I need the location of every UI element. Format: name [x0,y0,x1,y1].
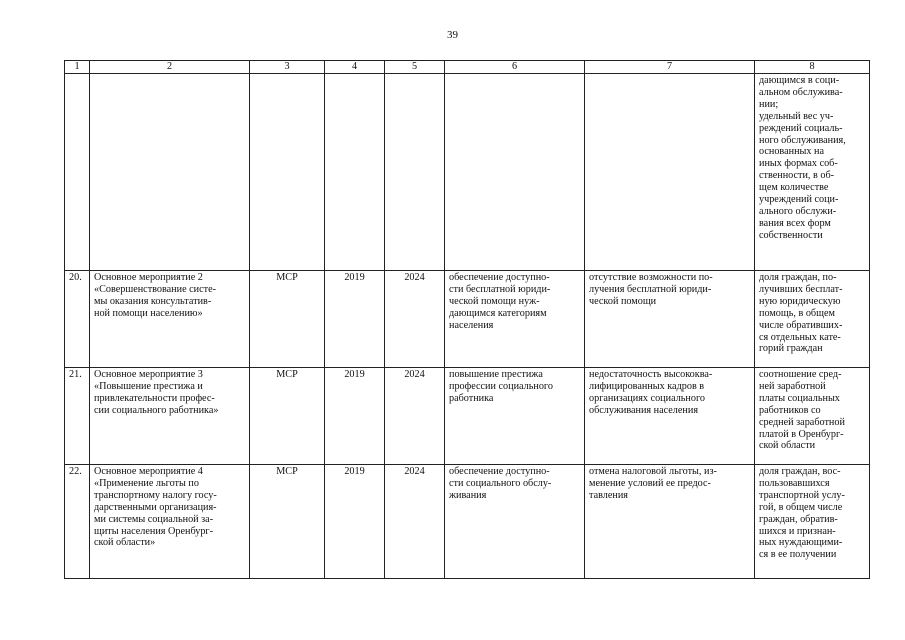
column-numbers-row [65,61,870,74]
result-cell: повышение престижа профессии социального работника [445,368,585,465]
table-row [65,465,870,579]
column-number: 1 [65,61,90,74]
column-number: 5 [385,61,445,74]
start-year-cell: 2019 [325,271,385,368]
row-number: 22. [65,465,90,579]
indicator-cell [755,74,870,271]
risk-cell: отсутствие возможности по- лучения бесплатной юриди- ческой помощи [585,271,755,368]
row-number: 20. [65,271,90,368]
column-number: 6 [445,61,585,74]
column-number: 3 [250,61,325,74]
continuation-row [65,74,870,271]
page-number: 39 [447,29,458,41]
indicator-cell: доля граждан, вос- пользовавшихся транспортной услу- гой, в общем числе граждан, обратив- шихся и признан- ных нуждающими- ся в ее получении [755,465,870,579]
risk-cell: отмена налоговой льготы, из- менение условий ее предос- тавления [585,465,755,579]
column-number: 8 [755,61,870,74]
indicator-text: дающимся в соци- альном обслужива- нии; удельный вес уч- реждений социаль- ного обслуживания, основанных на иных формах соб- ственности, в об- щем количестве учреждений соци- ального обслужи- вания всех форм собственности [759,75,846,241]
indicator-cell: доля граждан, по- лучивших бесплат- ную юридическую помощь, в общем числе обративших- ся отдельных кате- горий граждан [755,271,870,368]
end-year-cell: 2024 [385,465,445,579]
start-year-cell: 2019 [325,465,385,579]
event-cell: Основное мероприятие 3 «Повышение престижа и привлекательности профес- сии социального работника» [90,368,250,465]
end-year-cell: 2024 [385,368,445,465]
indicator-cell: соотношение сред- ней заработной платы социальных работников со средней заработной платой в Оренбург- ской области [755,368,870,465]
result-cell: обеспечение доступно- сти бесплатной юриди- ческой помощи нуж- дающимся категориям населения [445,271,585,368]
result-cell: обеспечение доступно- сти социального обслу- живания [445,465,585,579]
executor-cell: МСР [250,271,325,368]
measures-table [64,60,870,579]
event-cell: Основное мероприятие 2 «Совершенствование систе- мы оказания консультатив- ной помощи населению» [90,271,250,368]
table-row [65,271,870,368]
executor-cell: МСР [250,465,325,579]
executor-cell: МСР [250,368,325,465]
end-year-cell: 2024 [385,271,445,368]
column-number: 4 [325,61,385,74]
column-number: 7 [585,61,755,74]
row-number: 21. [65,368,90,465]
start-year-cell: 2019 [325,368,385,465]
column-number: 2 [90,61,250,74]
event-cell: Основное мероприятие 4 «Применение льготы по транспортному налогу госу- дарственными организация- ми системы социальной за- щиты населения Оренбург- ской области» [90,465,250,579]
table-row [65,368,870,465]
risk-cell: недостаточность высококва- лифицированных кадров в организациях социального обслуживания населения [585,368,755,465]
